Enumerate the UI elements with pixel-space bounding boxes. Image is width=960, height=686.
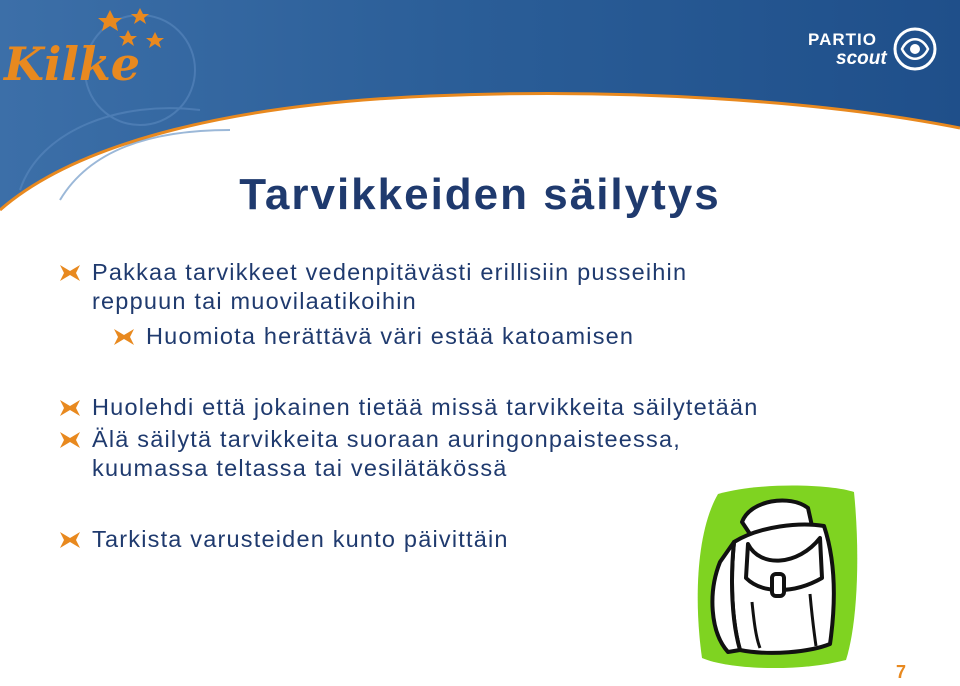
bullet-mark-icon <box>60 425 92 454</box>
scout-emblem-icon <box>890 24 940 74</box>
svg-text:Kilke: Kilke <box>4 37 141 90</box>
bullet-item <box>60 393 758 422</box>
bullet-text: Tarkista varusteiden kunto päivittäin <box>92 526 509 552</box>
sub-bullet-item <box>114 322 634 351</box>
bullet-text: Huolehdi että jokainen tietää missä tarvikkeita säilytetään <box>92 394 759 420</box>
bullet-mark-icon <box>60 258 92 287</box>
partio-logo-text: PARTIO <box>808 30 877 49</box>
backpack-icon <box>690 482 860 672</box>
page-number: 7 <box>896 662 907 682</box>
bullet-item <box>60 525 509 554</box>
bullet-text: Pakkaa tarvikkeet vedenpitävästi erillisiin pusseihin reppuun tai muovilaatikoihin <box>92 259 688 314</box>
bullet-text: Huomiota herättävä väri estää katoamisen <box>146 323 635 349</box>
slide-title: Tarvikkeiden säilytys <box>239 170 721 219</box>
kilke-logo <box>0 0 180 90</box>
bullet-text: Älä säilytä tarvikkeita suoraan auringonpaisteessa, kuumassa teltassa tai vesilätäkössä <box>92 426 681 481</box>
bullet-item <box>60 258 687 316</box>
bullet-item <box>60 425 681 483</box>
bullet-mark-icon <box>60 393 92 422</box>
bullet-mark-icon <box>114 322 146 351</box>
scout-logo-text: scout <box>836 48 887 69</box>
bullet-mark-icon <box>60 525 92 554</box>
